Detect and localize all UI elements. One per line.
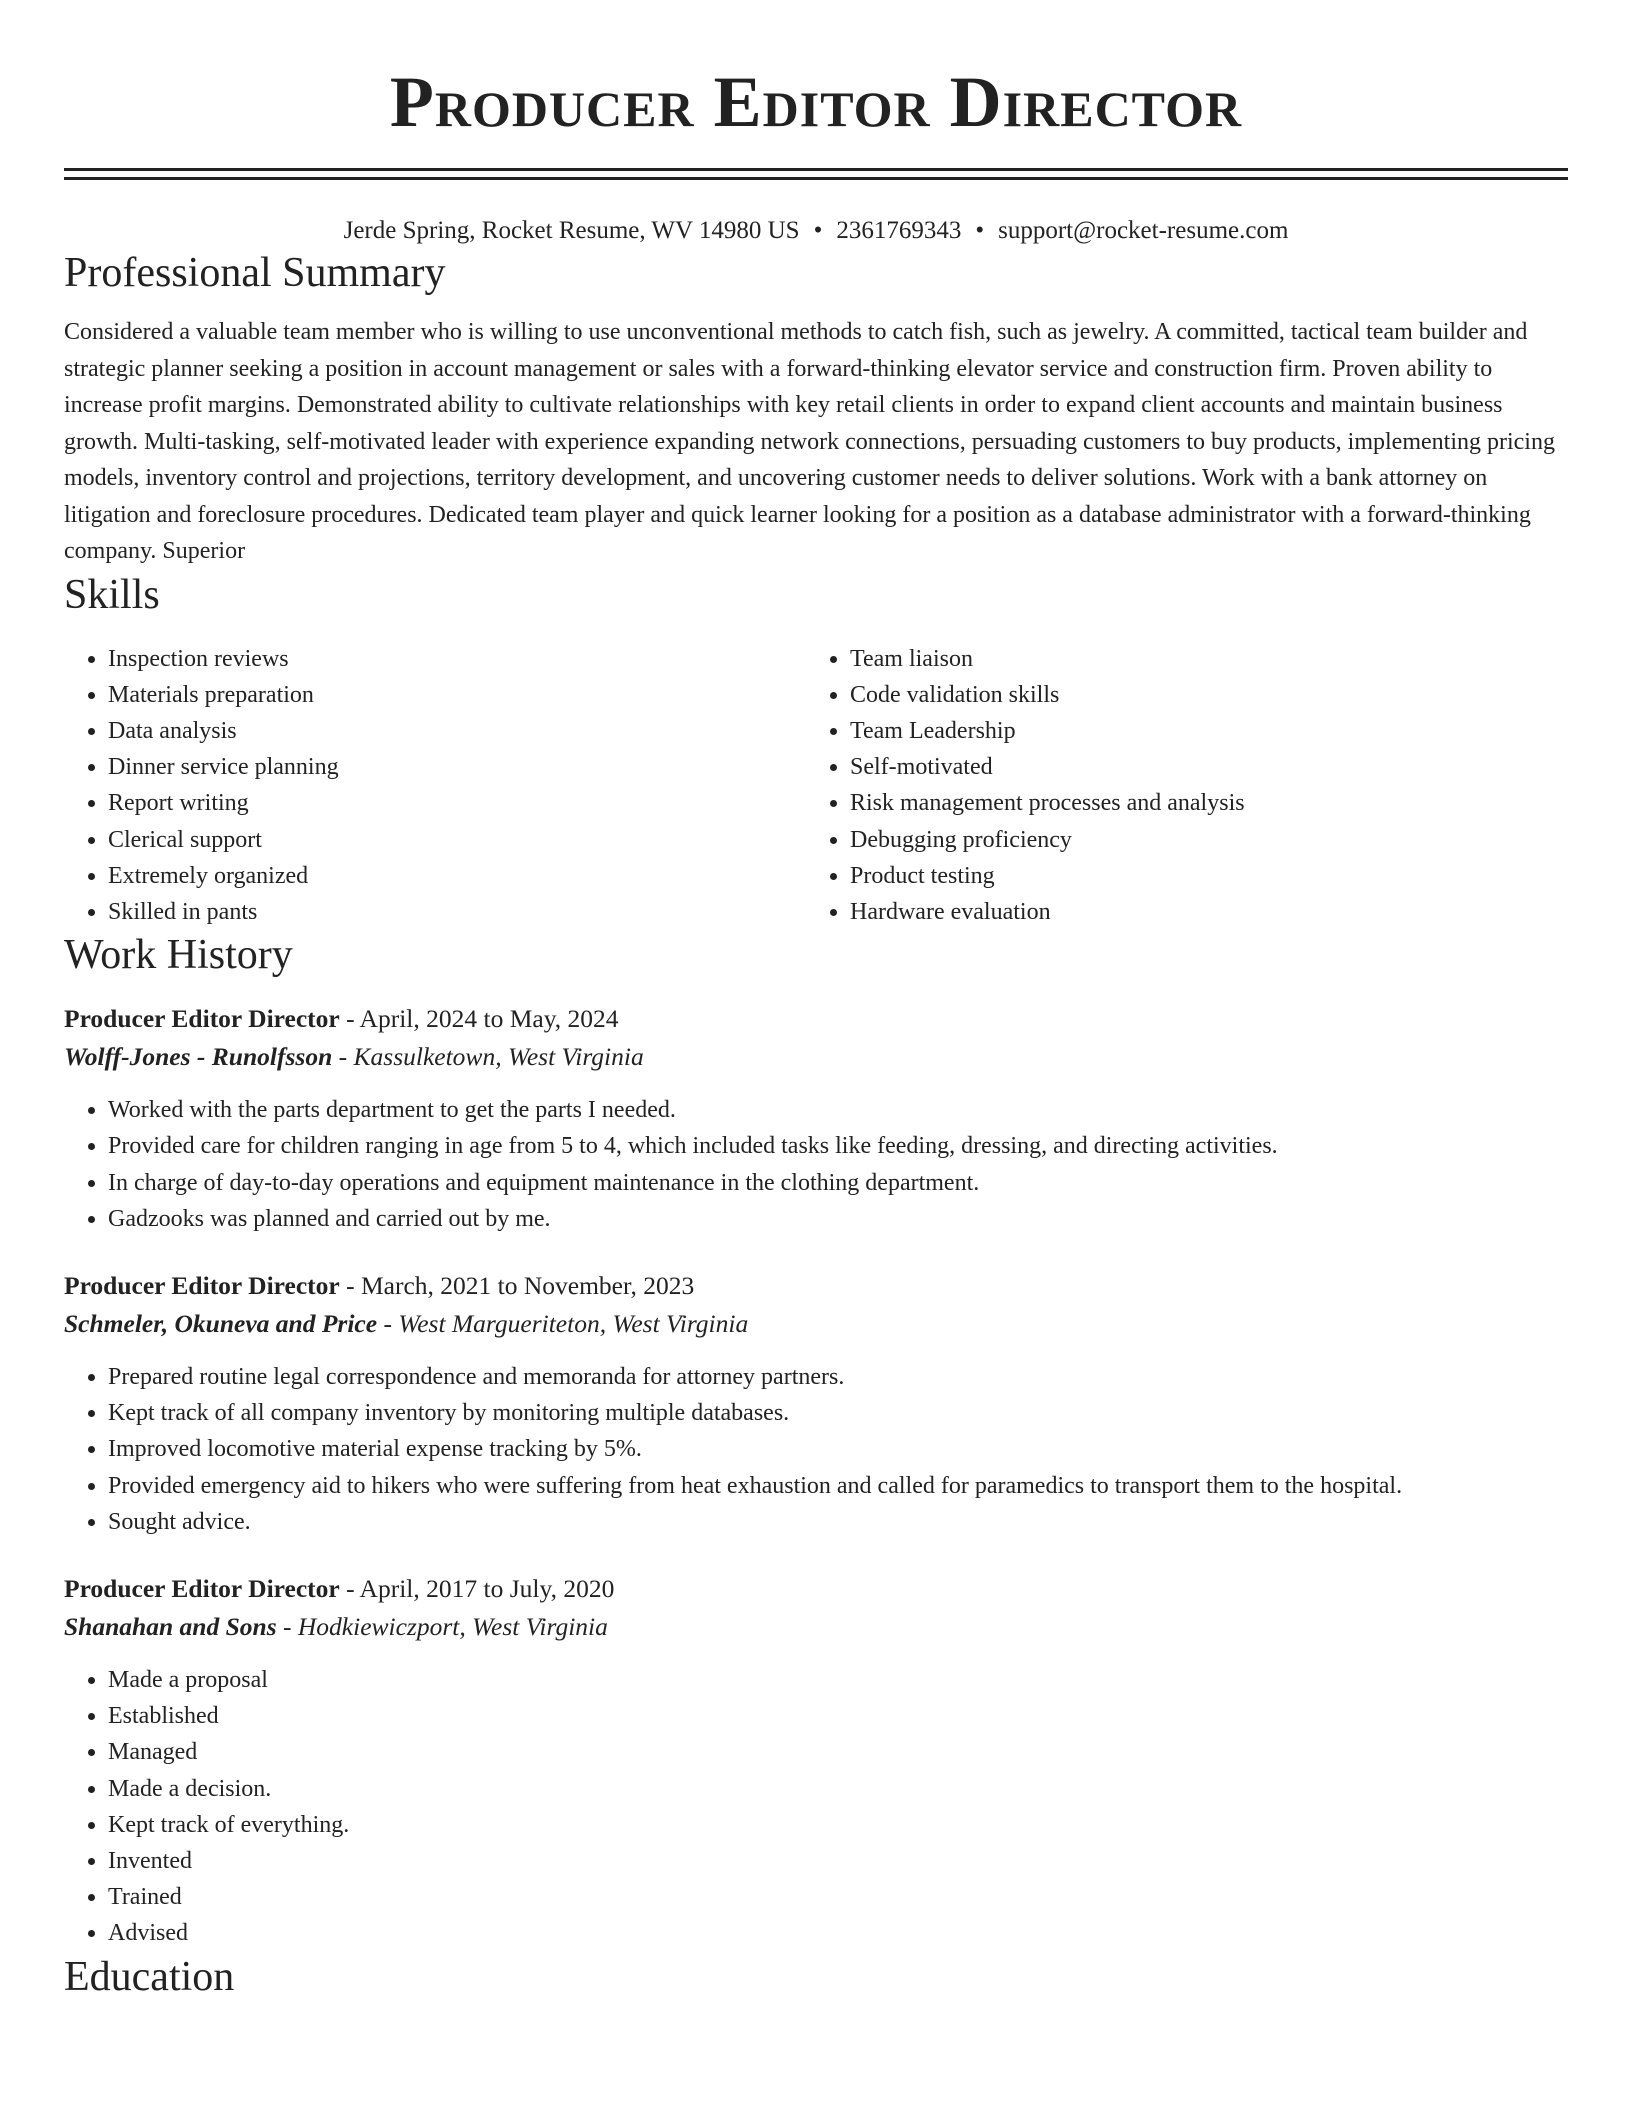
resume-name: Producer Editor Director	[389, 62, 1243, 142]
skill-item: • Product testing	[850, 858, 1566, 894]
job-role: Producer Editor Director	[64, 1573, 340, 1603]
job-title-line	[64, 1570, 1568, 1608]
job-company-line	[64, 1038, 1568, 1076]
contact-email: support@rocket-resume.com	[998, 217, 1289, 244]
job-dates: - April, 2024 to May, 2024	[339, 1004, 619, 1034]
job-duty-item: • Made a decision.	[108, 1771, 1568, 1807]
job-duty-item: • Sought advice.	[108, 1504, 1568, 1540]
job-dates: - March, 2021 to November, 2023	[339, 1270, 695, 1300]
summary-text: Considered a valuable team member who is willing to use unconventional methods to catch fish, such as jewelry. A committed, tactical team builder and strategic planner seeking a position in account management or sales with a forward-thinking elevator service and construction firm. Proven ability to increase profit margins. Demonstrated ability to cultivate relationships with key retail clients in order to expand client accounts and maintain business growth. Multi-tasking, self-motivated leader with experience expanding network connections, persuading customers to buy products, implementing pricing models, inventory control and projections, territory development, and uncovering customer needs to deliver solutions. Work with a bank attorney on litigation and foreclosure procedures. Dedicated team player and quick learner looking for a position as a database administrator with a forward-thinking company. Superior	[64, 319, 1555, 564]
job-location: - Kassulketown, West Virginia	[332, 1042, 644, 1072]
skill-item: • Data analysis	[108, 713, 806, 749]
job-location: - West Margueriteton, West Virginia	[377, 1308, 749, 1338]
education-heading: Education	[64, 1953, 235, 2000]
skill-item: • Risk management processes and analysis	[850, 785, 1566, 821]
contact-info	[64, 214, 1568, 248]
job-duty-item: • Prepared routine legal correspondence and memoranda for attorney partners.	[108, 1359, 1568, 1395]
skill-item: • Report writing	[108, 785, 806, 821]
job-entry	[64, 1000, 1568, 1237]
job-duty-item: • Invented	[108, 1843, 1568, 1879]
skill-item: • Hardware evaluation	[850, 894, 1566, 930]
header-divider-bottom	[64, 177, 1568, 180]
job-entry	[64, 1267, 1568, 1540]
skills-list	[64, 641, 1568, 931]
job-duty-item: • Trained	[108, 1879, 1568, 1915]
skill-item: • Inspection reviews	[108, 641, 806, 677]
job-duty-item: • Worked with the parts department to get the parts I needed.	[108, 1092, 1568, 1128]
work-history-heading: Work History	[64, 932, 293, 979]
skill-item: • Debugging proficiency	[850, 822, 1566, 858]
job-duty-item: • Managed	[108, 1734, 1568, 1770]
job-role: Producer Editor Director	[64, 1004, 340, 1034]
skill-item: • Skilled in pants	[108, 894, 806, 930]
skills-column-right	[806, 641, 1566, 931]
skills-heading: Skills	[64, 571, 160, 618]
skill-item: • Self-motivated	[850, 749, 1566, 785]
contact-separator: •	[813, 217, 823, 244]
skill-item: • Materials preparation	[108, 677, 806, 713]
job-duty-item: • Improved locomotive material expense tracking by 5%.	[108, 1431, 1568, 1467]
job-duty-item: • Provided care for children ranging in age from 5 to 4, which included tasks like feeding, dressing, and directing activities.	[108, 1128, 1568, 1164]
job-duty-item: • Advised	[108, 1915, 1568, 1951]
skill-item: • Dinner service planning	[108, 749, 806, 785]
job-title-line	[64, 1267, 1568, 1305]
job-company-line	[64, 1608, 1568, 1646]
job-duties	[64, 1092, 1568, 1237]
job-duties	[64, 1359, 1568, 1540]
job-company: Shanahan and Sons	[64, 1611, 277, 1641]
job-entry	[64, 1570, 1568, 1952]
job-company: Schmeler, Okuneva and Price	[64, 1308, 378, 1338]
contact-separator: •	[975, 217, 985, 244]
job-duty-item: • Established	[108, 1698, 1568, 1734]
skill-item: • Team Leadership	[850, 713, 1566, 749]
skill-item: • Extremely organized	[108, 858, 806, 894]
job-duties	[64, 1662, 1568, 1952]
job-duty-item: • Provided emergency aid to hikers who were suffering from heat exhaustion and called for paramedics to transport them to the hospital.	[108, 1468, 1568, 1504]
contact-phone: 2361769343	[836, 217, 962, 244]
job-dates: - April, 2017 to July, 2020	[339, 1573, 615, 1603]
job-duty-item: • Kept track of all company inventory by monitoring multiple databases.	[108, 1395, 1568, 1431]
job-location: - Hodkiewiczport, West Virginia	[276, 1611, 608, 1641]
job-company: Wolff-Jones - Runolfsson	[64, 1042, 333, 1072]
skill-item: • Team liaison	[850, 641, 1566, 677]
job-duty-item: • Made a proposal	[108, 1662, 1568, 1698]
contact-address: Jerde Spring, Rocket Resume, WV 14980 US	[343, 217, 800, 244]
summary-heading: Professional Summary	[64, 250, 446, 296]
job-duty-item: • Kept track of everything.	[108, 1807, 1568, 1843]
job-title-line	[64, 1000, 1568, 1038]
job-duty-item: • Gadzooks was planned and carried out by me.	[108, 1201, 1568, 1237]
skill-item: • Code validation skills	[850, 677, 1566, 713]
job-role: Producer Editor Director	[64, 1270, 340, 1300]
job-company-line	[64, 1305, 1568, 1343]
job-duty-item: • In charge of day-to-day operations and equipment maintenance in the clothing department.	[108, 1165, 1568, 1201]
skills-column-left	[64, 641, 806, 931]
skill-item: • Clerical support	[108, 822, 806, 858]
header-divider-top	[64, 168, 1568, 171]
